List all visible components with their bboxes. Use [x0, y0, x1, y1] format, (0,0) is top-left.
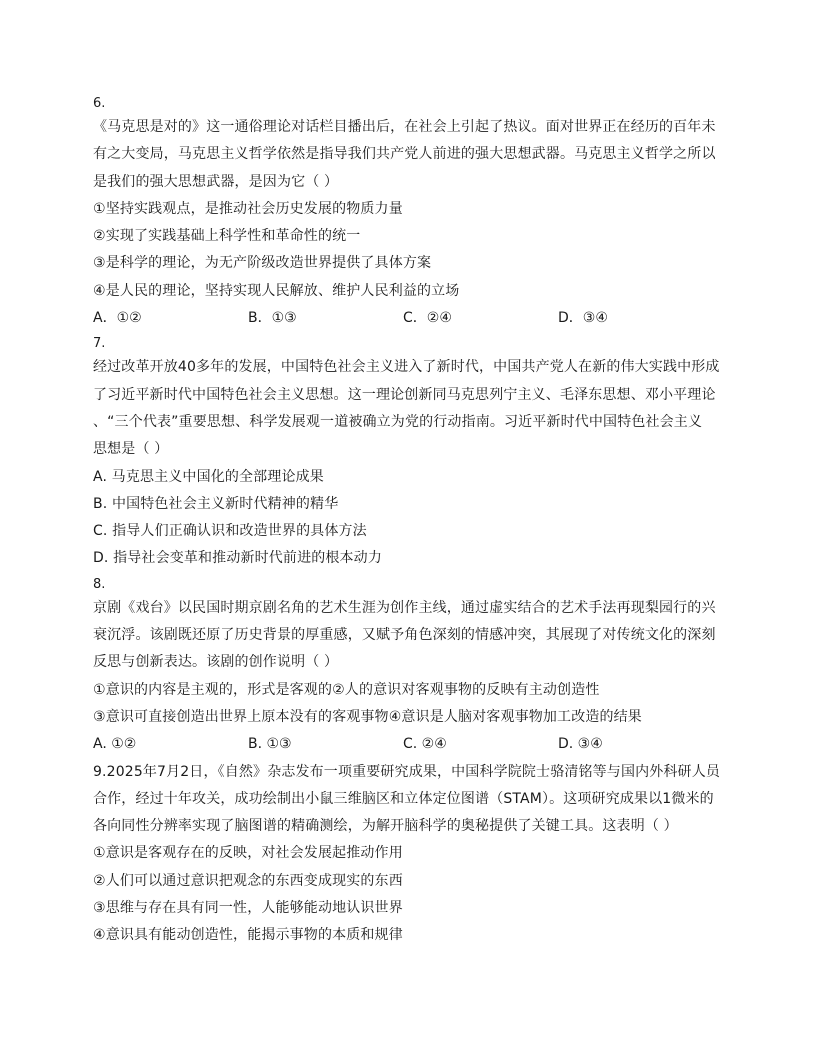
- choice-d: D. 指导社会变革和推动新时代前进的根本动力: [93, 550, 382, 567]
- option-c: C．②④: [403, 310, 452, 327]
- option-c: C. ②④: [403, 736, 447, 753]
- statement: ①坚持实践观点，是推动社会历史发展的物质力量: [93, 200, 403, 217]
- choice-c: C. 指导人们正确认识和改造世界的具体方法: [93, 523, 367, 540]
- question-stem-line: 各向同性分辨率实现了脑图谱的精确测绘，为解开脑科学的奥秘提供了关键工具。这表明（ ）: [93, 818, 678, 835]
- question-7: [93, 334, 727, 572]
- choice-b: B. 中国特色社会主义新时代精神的精华: [93, 495, 339, 512]
- option-a: A．①②: [93, 310, 142, 327]
- answer-options: [93, 731, 727, 758]
- option-d: D. ③④: [558, 736, 603, 753]
- question-stem-line: 《马克思是对的》这一通俗理论对话栏目播出后，在社会上引起了热议。面对世界正在经历的百年未: [93, 119, 716, 135]
- question-number: 7.: [93, 336, 106, 352]
- option-b: B．①③: [248, 310, 297, 327]
- statement: ②人们可以通过意识把观念的东西变成现实的东西: [93, 872, 403, 889]
- question-stem-line: 了习近平新时代中国特色社会主义思想。这一理论创新同马克思列宁主义、毛泽东思想、邓小平理论: [93, 386, 716, 403]
- statement: ③思维与存在具有同一性，人能够能动地认识世界: [93, 900, 403, 917]
- statement: ③是科学的理论，为无产阶级改造世界提供了具体方案: [93, 255, 432, 272]
- question-stem-line: 经过改革开放40多年的发展，中国特色社会主义进入了新时代，中国共产党人在新的伟大实践中形成: [93, 359, 720, 376]
- statement: ①意识的内容是主观的，形式是客观的②人的意识对客观事物的反映有主动创造性: [93, 681, 600, 698]
- option-b: B. ①③: [248, 736, 292, 753]
- question-8: [93, 575, 727, 759]
- choice-a: A. 马克思主义中国化的全部理论成果: [93, 468, 324, 485]
- question-stem-line: 京剧《戏台》以民国时期京剧名角的艺术生涯为创作主线，通过虚实结合的艺术手法再现梨园行的兴: [93, 599, 716, 616]
- question-stem-line: 反思与创新表达。该剧的创作说明（ ）: [93, 654, 339, 671]
- question-stem-line: 衰沉浮。该剧既还原了历史背景的厚重感，又赋予角色深刻的情感冲突，其展现了对传统文化的深刻: [93, 627, 716, 644]
- statement: ③意识可直接创造出世界上原本没有的客观事物④意识是人脑对客观事物加工改造的结果: [93, 708, 642, 725]
- question-stem-line: 合作，经过十年攻关，成功绘制出小鼠三维脑区和立体定位图谱（STAM）。这项研究成果以1微米的: [93, 790, 714, 807]
- option-d: D．③④: [558, 310, 608, 327]
- question-stem-line: 思想是（ ）: [93, 441, 169, 458]
- question-stem-line: 是我们的强大思想武器，是因为它（ ）: [93, 173, 339, 190]
- statement: ①意识是客观存在的反映，对社会发展起推动作用: [93, 845, 403, 862]
- option-a: A. ①②: [93, 736, 137, 753]
- question-9: [93, 759, 727, 950]
- answer-options: [93, 305, 727, 332]
- question-6: [93, 94, 727, 332]
- statement: ④意识具有能动创造性，能揭示事物的本质和规律: [93, 927, 403, 944]
- question-stem-line: 有之大变局，马克思主义哲学依然是指导我们共产党人前进的强大思想武器。马克思主义哲学之所以: [93, 146, 716, 163]
- question-stem-line: 9.2025年7月2日，《自然》杂志发布一项重要研究成果，中国科学院院士骆清铭等与国内外科研人员: [93, 763, 720, 780]
- question-stem-line: 、“三个代表”重要思想、科学发展观一道被确立为党的行动指南。习近平新时代中国特色社会主义: [93, 413, 703, 430]
- question-number: 8.: [93, 576, 106, 592]
- question-number: 6.: [93, 96, 106, 111]
- statement: ②实现了实践基础上科学性和革命性的统一: [93, 228, 361, 245]
- statement: ④是人民的理论，坚持实现人民解放、维护人民利益的立场: [93, 282, 460, 299]
- question-list: [93, 92, 727, 950]
